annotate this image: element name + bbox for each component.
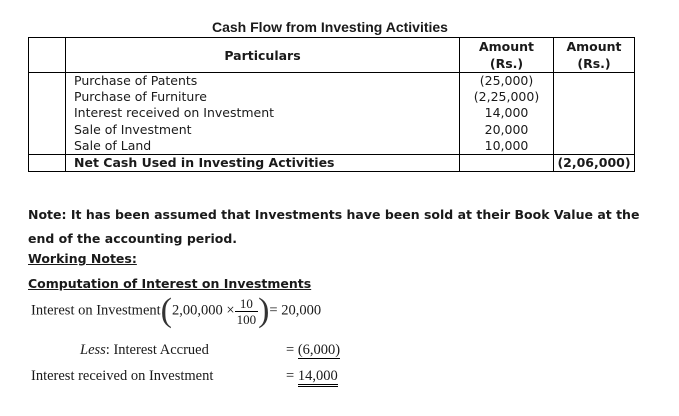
table-row-particular: Purchase of Patents (74, 73, 198, 88)
right-paren: ) (258, 292, 270, 329)
table-row-particular: Purchase of Furniture (74, 89, 207, 105)
accrued-label: : Interest Accrued (105, 342, 209, 358)
blank-cell (554, 73, 635, 155)
equals-sign: = (286, 342, 295, 358)
table-row-amount: 14,000 (484, 105, 529, 121)
received-amount: 14,000 (298, 368, 338, 387)
blank-cell (29, 155, 66, 172)
rate-fraction (235, 296, 259, 327)
net-cash-value: (2,06,000) (554, 155, 635, 172)
computation-heading: Computation of Interest on Investments (28, 276, 312, 291)
amount-header-2 (554, 38, 635, 73)
amount-list (460, 73, 554, 155)
table-row-amount: (2,25,000) (473, 89, 540, 105)
table-row-particular: Sale of Land (74, 137, 152, 153)
fraction-numerator: 10 (235, 296, 259, 312)
blank-cell (29, 73, 66, 155)
interest-label: Interest on Investment (31, 302, 161, 319)
table-title: Cash Flow from Investing Activities (212, 19, 448, 35)
table-row-amount: 20,000 (484, 121, 529, 137)
cash-flow-table (28, 37, 635, 172)
particulars-list (66, 73, 460, 155)
blank-cell (460, 155, 554, 172)
net-cash-label: Net Cash Used in Investing Activities (66, 155, 460, 172)
equals-sign: = (286, 368, 295, 384)
interest-base: 2,00,000 × (172, 302, 235, 319)
amount-header-1-unit: (Rs.) (489, 56, 524, 71)
interest-computation-line (31, 294, 321, 328)
less-accrued-label (80, 342, 209, 359)
table-row-particular: Interest received on Investment (74, 105, 275, 121)
accrued-amount: (6,000) (297, 342, 341, 358)
less-label: Less (80, 342, 106, 358)
fraction-denominator: 100 (236, 311, 257, 327)
amount-header-1 (460, 38, 554, 73)
table-row-amount: 10,000 (484, 137, 529, 153)
left-paren: ( (160, 292, 172, 329)
interest-result: = 20,000 (269, 302, 322, 319)
table-row-particular: Sale of Investment (74, 121, 192, 137)
table-row-amount: (25,000) (479, 73, 534, 88)
particulars-header: Particulars (66, 38, 460, 73)
amount-header-2-label: Amount (566, 39, 622, 54)
interest-received-label: Interest received on Investment (31, 368, 214, 384)
interest-received-value (286, 368, 338, 385)
blank-cell (29, 38, 66, 73)
amount-header-2-unit: (Rs.) (577, 56, 611, 71)
working-notes-heading: Working Notes: (28, 251, 137, 266)
amount-header-1-label: Amount (478, 39, 535, 54)
assumption-note: Note: It has been assumed that Investments have been sold at their Book Value at the end of the accounting period. (28, 207, 640, 246)
less-accrued-value (286, 342, 340, 359)
